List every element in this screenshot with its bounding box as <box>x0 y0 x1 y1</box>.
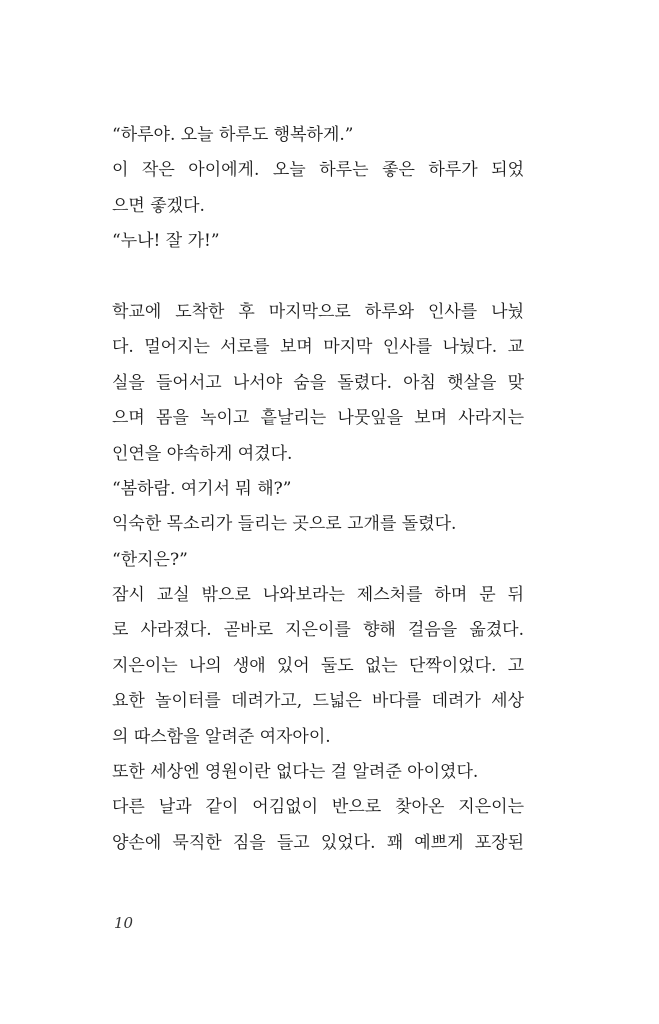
text-line: 양손에 묵직한 짐을 들고 있었다. 꽤 예쁘게 포장된 <box>112 832 524 853</box>
text-line: “누나! 잘 가!” <box>112 231 220 252</box>
text-line: 요한 놀이터를 데려가고, 드넓은 바다를 데려가 세상 <box>112 691 524 712</box>
blank-line <box>112 260 524 295</box>
text-line: “봄하람. 여기서 뭐 해?” <box>112 478 292 499</box>
text-line: 다른 날과 같이 어김없이 반으로 찾아온 지은이는 <box>112 797 524 818</box>
text-line: 익숙한 목소리가 들리는 곳으로 고개를 돌렸다. <box>112 514 457 535</box>
text-line: 으면 좋겠다. <box>112 195 205 216</box>
text-line: “한지은?” <box>112 549 188 570</box>
text-line: 실을 들어서고 나서야 숨을 돌렸다. 아침 햇살을 맞 <box>112 372 524 393</box>
text-line: 로 사라졌다. 곧바로 지은이를 향해 걸음을 옮겼다. <box>112 620 524 641</box>
text-line: 의 따스함을 알려준 여자아이. <box>112 726 331 747</box>
page-number: 10 <box>114 914 134 932</box>
text-line: 또한 세상엔 영원이란 없다는 걸 알려준 아이였다. <box>112 762 479 783</box>
text-line: “하루야. 오늘 하루도 행복하게.” <box>112 125 354 145</box>
text-line: 지은이는 나의 생애 있어 둘도 없는 단짝이었다. 고 <box>112 655 524 676</box>
body-text <box>112 118 524 861</box>
text-line: 으며 몸을 녹이고 흩날리는 나뭇잎을 보며 사라지는 <box>112 408 524 429</box>
text-line: 이 작은 아이에게. 오늘 하루는 좋은 하루가 되었 <box>112 160 524 181</box>
text-line: 다. 멀어지는 서로를 보며 마지막 인사를 나눴다. 교 <box>112 337 524 358</box>
text-line: 인연을 야속하게 여겼다. <box>112 443 293 464</box>
text-line: 잠시 교실 밖으로 나와보라는 제스처를 하며 문 뒤 <box>112 585 524 606</box>
text-line: 학교에 도착한 후 마지막으로 하루와 인사를 나눴 <box>112 301 524 322</box>
